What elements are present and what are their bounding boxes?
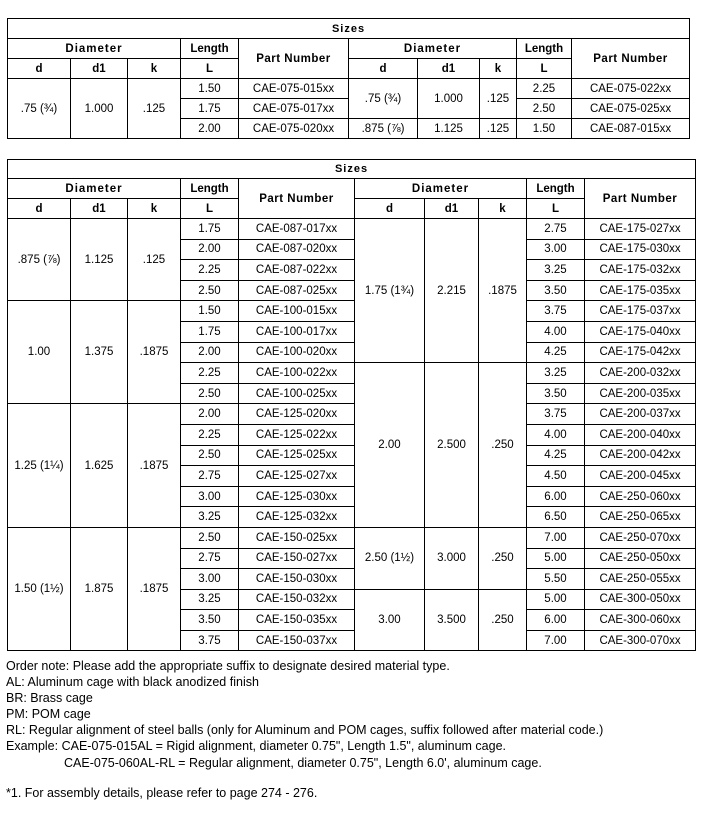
cell-part-number: CAE-300-050xx [585,589,696,610]
diameter-header: Diameter [355,179,527,199]
cell-length: 3.50 [181,610,239,631]
cell-part-number: CAE-100-022xx [239,363,355,384]
cell-length: 5.00 [527,589,585,610]
cell-part-number: CAE-150-025xx [239,527,355,548]
cell-part-number: CAE-100-025xx [239,383,355,404]
length-header: Length [527,179,585,199]
cell-length: 1.75 [181,219,239,240]
cell-part-number: CAE-150-032xx [239,589,355,610]
cell-length: 4.25 [527,445,585,466]
cell-part-number: CAE-150-037xx [239,630,355,651]
cell-d1: 1.875 [71,527,128,651]
part-number-header: Part Number [585,179,696,219]
cell-length: 3.50 [527,280,585,301]
cell-d: 1.50 (1½) [8,527,71,651]
cell-k: .125 [128,219,181,301]
cell-length: 3.25 [527,363,585,384]
cell-part-number: CAE-087-017xx [239,219,355,240]
diameter-header: Diameter [8,39,181,59]
col-d-header: d [8,199,71,219]
col-d-header: d [349,59,418,79]
cell-d1: 3.500 [425,589,479,651]
cell-length: 3.25 [181,507,239,528]
cell-d1: 1.000 [71,79,128,139]
col-k-header: k [128,199,181,219]
cell-d: .75 (¾) [349,79,418,119]
sizes-table-small [7,18,690,139]
cell-part-number: CAE-200-035xx [585,383,696,404]
cell-d: 3.00 [355,589,425,651]
cell-length: 2.25 [517,79,572,99]
note-rl: RL: Regular alignment of steel balls (only for Aluminum and POM cages, suffix followed after material code.) [6,723,604,738]
cell-d: 1.25 (1¼) [8,404,71,528]
cell-part-number: CAE-175-040xx [585,321,696,342]
cell-part-number: CAE-300-070xx [585,630,696,651]
cell-part-number: CAE-087-020xx [239,239,355,260]
diameter-header: Diameter [349,39,517,59]
col-k-header: k [479,199,527,219]
cell-length: 2.00 [181,239,239,260]
cell-length: 3.25 [181,589,239,610]
cell-part-number: CAE-250-055xx [585,569,696,590]
cell-length: 4.25 [527,342,585,363]
order-note: Order note: Please add the appropriate suffix to designate desired material type. [6,659,450,673]
cell-part-number: CAE-175-042xx [585,342,696,363]
note-pm: PM: POM cage [6,707,91,722]
cell-part-number: CAE-125-032xx [239,507,355,528]
col-l-header: L [517,59,572,79]
footnote: *1. For assembly details, please refer to page 274 - 276. [6,785,318,800]
col-l-header: L [527,199,585,219]
table-title: Sizes [8,19,690,39]
cell-k: .1875 [128,301,181,404]
table-row [8,79,690,99]
col-d-header: d [8,59,71,79]
cell-part-number: CAE-175-035xx [585,280,696,301]
length-header: Length [181,39,239,59]
cell-length: 2.50 [181,445,239,466]
cell-length: 6.00 [527,486,585,507]
example-2: CAE-075-060AL-RL = Regular alignment, diameter 0.75", Length 6.0', aluminum cage. [64,755,542,770]
cell-length: 3.75 [527,301,585,322]
cell-d: .875 (⅞) [8,219,71,301]
part-number-header: Part Number [239,179,355,219]
cell-part-number: CAE-175-030xx [585,239,696,260]
cell-k: .250 [479,589,527,651]
cell-length: 2.75 [527,219,585,240]
cell-part-number: CAE-075-017xx [239,99,349,119]
cell-part-number: CAE-087-022xx [239,260,355,281]
col-d1-header: d1 [418,59,480,79]
cell-part-number: CAE-087-025xx [239,280,355,301]
cell-part-number: CAE-150-035xx [239,610,355,631]
table-title: Sizes [8,160,696,179]
cell-part-number: CAE-075-015xx [239,79,349,99]
cell-length: 2.25 [181,363,239,384]
cell-length: 2.25 [181,424,239,445]
cell-length: 2.00 [181,404,239,425]
cell-k: .1875 [479,219,527,363]
cell-length: 5.50 [527,569,585,590]
cell-d1: 2.215 [425,219,479,363]
cell-length: 3.25 [527,260,585,281]
col-d-header: d [355,199,425,219]
diameter-header: Diameter [8,179,181,199]
table-row [8,404,696,425]
cell-part-number: CAE-175-032xx [585,260,696,281]
cell-d1: 1.625 [71,404,128,528]
cell-length: 1.50 [517,119,572,139]
cell-length: 2.75 [181,466,239,487]
col-l-header: L [181,199,239,219]
cell-length: 1.50 [181,79,239,99]
cell-k: .250 [479,527,527,589]
cell-part-number: CAE-250-050xx [585,548,696,569]
cell-k: .1875 [128,404,181,528]
cell-length: 1.75 [181,321,239,342]
cell-length: 2.50 [517,99,572,119]
cell-length: 2.00 [181,119,239,139]
cell-length: 3.75 [527,404,585,425]
cell-k: .250 [479,363,527,528]
cell-part-number: CAE-200-032xx [585,363,696,384]
cell-length: 2.50 [181,383,239,404]
example-1: Example: CAE-075-015AL = Rigid alignment, diameter 0.75", Length 1.5", aluminum cage. [6,739,507,754]
cell-d: 2.50 (1½) [355,527,425,589]
cell-d1: 1.000 [418,79,480,119]
cell-d1: 1.375 [71,301,128,404]
cell-length: 2.75 [181,548,239,569]
cell-part-number: CAE-200-042xx [585,445,696,466]
cell-k: .125 [128,79,181,139]
cell-d: .75 (¾) [8,79,71,139]
cell-part-number: CAE-075-025xx [572,99,690,119]
cell-k: .125 [480,79,517,119]
cell-part-number: CAE-150-027xx [239,548,355,569]
cell-part-number: CAE-125-020xx [239,404,355,425]
cell-part-number: CAE-100-015xx [239,301,355,322]
cell-part-number: CAE-200-045xx [585,466,696,487]
cell-d: 2.00 [355,363,425,528]
cell-k: .125 [480,119,517,139]
cell-part-number: CAE-200-040xx [585,424,696,445]
cell-length: 6.50 [527,507,585,528]
cell-d1: 1.125 [71,219,128,301]
cell-part-number: CAE-125-027xx [239,466,355,487]
part-number-header: Part Number [239,39,349,79]
table-row [8,219,696,240]
table-row [8,301,696,322]
cell-length: 4.00 [527,424,585,445]
cell-part-number: CAE-125-030xx [239,486,355,507]
cell-k: .1875 [128,527,181,651]
cell-d1: 2.500 [425,363,479,528]
cell-part-number: CAE-100-020xx [239,342,355,363]
length-header: Length [181,179,239,199]
col-l-header: L [181,59,239,79]
col-k-header: k [480,59,517,79]
cell-part-number: CAE-150-030xx [239,569,355,590]
cell-part-number: CAE-075-022xx [572,79,690,99]
cell-length: 4.50 [527,466,585,487]
cell-length: 3.00 [527,239,585,260]
cell-length: 7.00 [527,527,585,548]
part-number-header: Part Number [572,39,690,79]
note-al: AL: Aluminum cage with black anodized finish [6,675,259,690]
cell-length: 2.25 [181,260,239,281]
cell-part-number: CAE-175-037xx [585,301,696,322]
cell-length: 4.00 [527,321,585,342]
cell-length: 3.00 [181,486,239,507]
cell-d: .875 (⅞) [349,119,418,139]
cell-part-number: CAE-250-060xx [585,486,696,507]
cell-length: 6.00 [527,610,585,631]
cell-d1: 3.000 [425,527,479,589]
length-header: Length [517,39,572,59]
cell-length: 2.50 [181,527,239,548]
cell-part-number: CAE-087-015xx [572,119,690,139]
cell-length: 3.75 [181,630,239,651]
cell-part-number: CAE-250-065xx [585,507,696,528]
sizes-table-large [7,159,696,651]
cell-part-number: CAE-125-025xx [239,445,355,466]
cell-d1: 1.125 [418,119,480,139]
col-d1-header: d1 [71,199,128,219]
cell-length: 5.00 [527,548,585,569]
cell-part-number: CAE-100-017xx [239,321,355,342]
col-d1-header: d1 [71,59,128,79]
note-br: BR: Brass cage [6,691,93,706]
order-notes [6,658,696,801]
cell-length: 2.50 [181,280,239,301]
cell-part-number: CAE-200-037xx [585,404,696,425]
col-k-header: k [128,59,181,79]
cell-length: 1.50 [181,301,239,322]
col-d1-header: d1 [425,199,479,219]
cell-part-number: CAE-175-027xx [585,219,696,240]
cell-length: 1.75 [181,99,239,119]
cell-part-number: CAE-250-070xx [585,527,696,548]
cell-part-number: CAE-125-022xx [239,424,355,445]
table-row [8,527,696,548]
cell-part-number: CAE-075-020xx [239,119,349,139]
cell-d: 1.00 [8,301,71,404]
cell-part-number: CAE-300-060xx [585,610,696,631]
cell-length: 3.00 [181,569,239,590]
cell-length: 7.00 [527,630,585,651]
cell-length: 3.50 [527,383,585,404]
cell-d: 1.75 (1¾) [355,219,425,363]
cell-length: 2.00 [181,342,239,363]
